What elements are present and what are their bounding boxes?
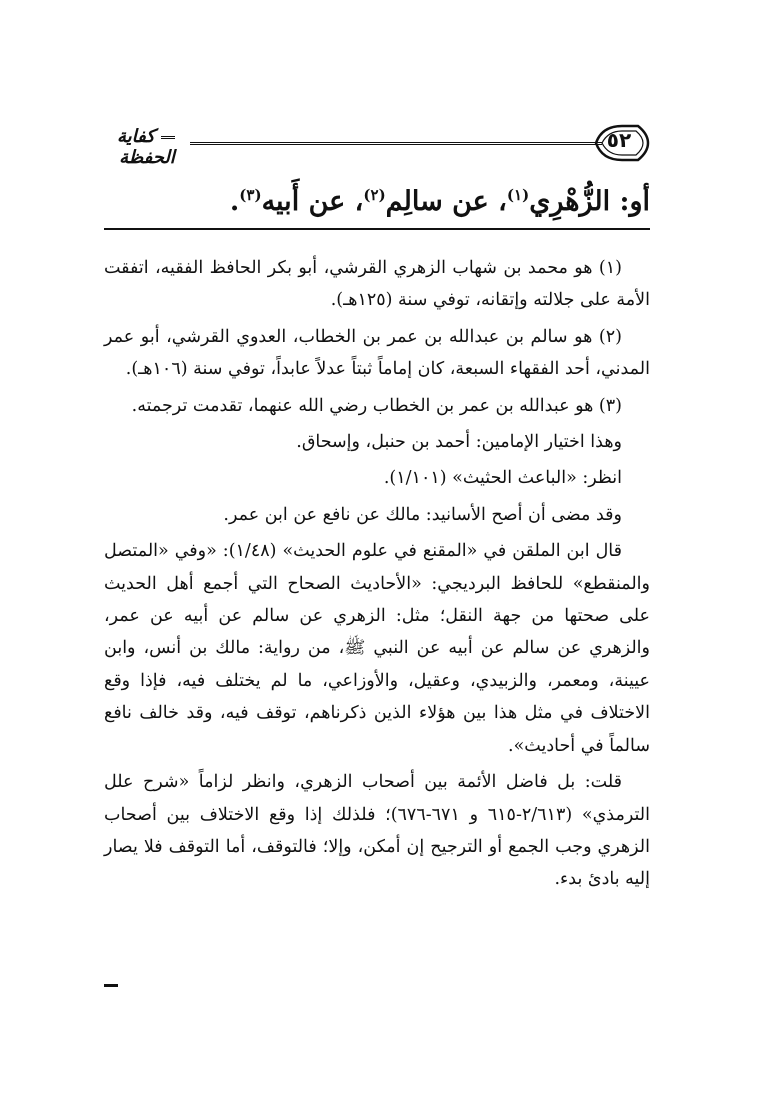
page-number: ٥٢ bbox=[606, 128, 632, 152]
main-text-line bbox=[110, 175, 650, 222]
running-title bbox=[104, 126, 190, 168]
note-paragraph: انظر: «الباعث الحثيث» (١/١٠١). bbox=[383, 468, 622, 489]
footnote-3: (٣) هو عبدالله بن عمر بن الخطاب رضي الله عنهما، تقدمت ترجمته. bbox=[131, 395, 622, 416]
main-text-part: أو: الزُّهْرِي bbox=[529, 186, 650, 217]
running-title-text: كفاية الحفظة bbox=[116, 126, 175, 168]
note-paragraph: وهذا اختيار الإمامين: أحمد بن حنبل، وإسحاق. bbox=[296, 432, 622, 453]
page-header bbox=[104, 122, 650, 168]
note-paragraph: قال ابن الملقن في «المقنع في علوم الحديث» (١/٤٨): «وفي «المتصل والمنقطع» للحافظ البرديجي: «الأحاديث الصحاح التي أجمع أهل الحديث على صحتها من جهة النقل؛ مثل: الزهري عن سالم عن أبيه عن عمر، والزهري عن سالم عن أبيه عن النبي ﷺ، من رواية: مالك بن أنس، وابن عيينة، ومعمر، والزبيدي، وعقيل، والأوزاعي، ما لم يختلف فيه، فإذا وقع الاختلاف في مثل هذا بين هؤلاء الذين ذكرناهم، توقف فيه، وقد خالف نافع سالماً في أحاديث». bbox=[104, 541, 650, 756]
footnote-2: (٢) هو سالم بن عبدالله بن عمر بن الخطاب، العدوي القرشي، أبو عمر المدني، أحد الفقهاء السبعة، كان إماماً ثبتاً عدلاً عابداً، توفي سنة (١٠٦هـ). bbox=[104, 326, 650, 380]
footnote-divider bbox=[104, 228, 650, 230]
page-number-badge bbox=[592, 122, 650, 164]
title-dash bbox=[161, 136, 175, 139]
footnote-ref-3: (٣) bbox=[239, 186, 262, 204]
note-paragraph: قلت: بل فاضل الأئمة بين أصحاب الزهري، وانظر لزاماً «شرح علل الترمذي» (٢/٦١٣-٦١٥ و ٦٧١-٦٧٦)؛ فلذلك إذا وقع الاختلاف بين أصحاب الزهري وجب الجمع أو الترجيح إن أمكن، وإلا؛ فالتوقف، أما التوقف فلا يصار إليه بادئ بدء. bbox=[104, 772, 650, 890]
main-text-part: ، عن أَبيه bbox=[261, 186, 364, 217]
header-rule bbox=[174, 142, 602, 145]
footnote-ref-2: (٢) bbox=[363, 186, 386, 204]
footnote-1: (١) هو محمد بن شهاب الزهري القرشي، أبو بكر الحافظ الفقيه، اتفقت الأمة على جلالته وإتقانه، توفي سنة (١٢٥هـ). bbox=[104, 258, 650, 311]
note-paragraph: وقد مضى أن أصح الأسانيد: مالك عن نافع عن ابن عمر. bbox=[223, 504, 622, 525]
main-text-part: ، عن سالِم bbox=[385, 186, 507, 217]
footnotes-section bbox=[104, 252, 650, 900]
footnote-ref-1: (١) bbox=[506, 186, 530, 204]
end-mark bbox=[104, 984, 118, 987]
main-text-part: . bbox=[229, 186, 240, 217]
